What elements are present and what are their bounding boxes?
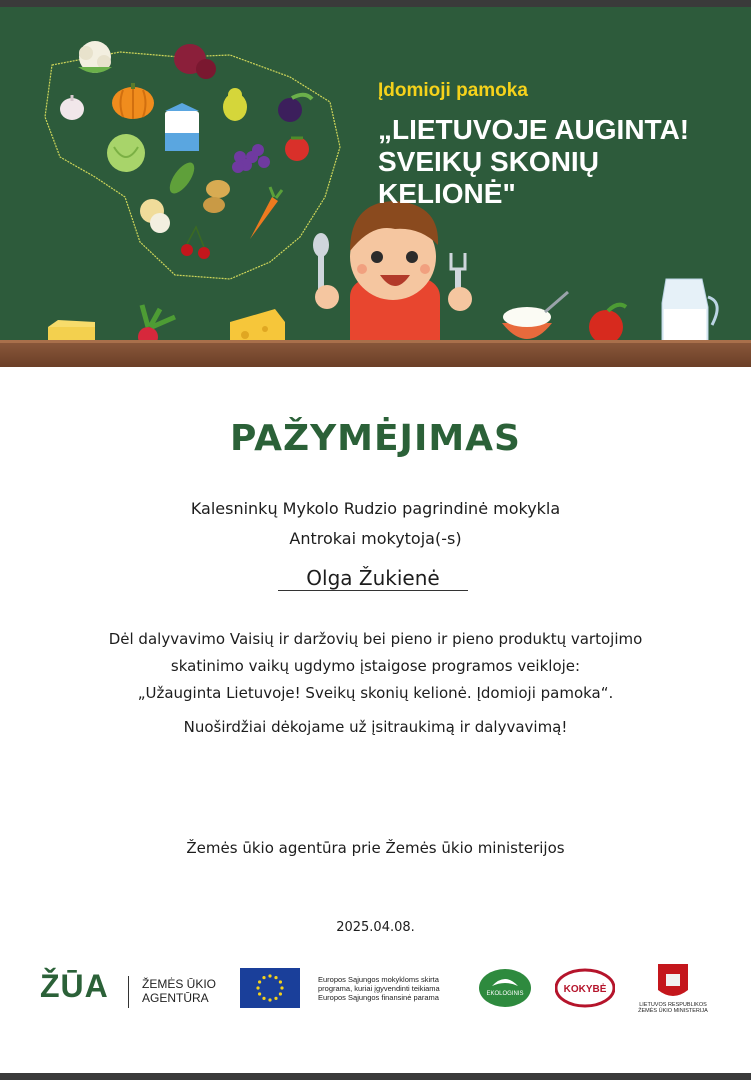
kokybe-logo-icon (555, 968, 615, 1008)
pear-icon (223, 88, 247, 121)
eu-text-line2: programa, kuriai įgyvendinti teikiama (318, 984, 440, 993)
cherries-icon (181, 227, 210, 259)
radish-icon (138, 305, 175, 340)
carrot-icon (250, 187, 282, 239)
participation-paragraph (0, 626, 751, 707)
garlic-icon (60, 95, 84, 120)
apple-icon (589, 305, 626, 340)
school-name: Kalesninkų Mykolo Rudzio pagrindinė mokykla (190, 499, 561, 518)
cabbage-icon (107, 134, 145, 172)
ministry-line2: ŽEMĖS ŪKIO MINISTERIJA (638, 1008, 708, 1014)
pumpkin-icon (112, 83, 154, 119)
grapes-icon (232, 144, 270, 173)
cauliflower-icon (78, 41, 112, 73)
logos-row (0, 960, 751, 1020)
banner-title (378, 114, 738, 210)
issuing-organization: Žemės ūkio agentūra prie Žemės ūkio ministerijos (186, 839, 565, 857)
zua-logo-name (142, 977, 216, 1005)
recipient-name: Olga Žukienė (306, 566, 440, 590)
paragraph-line3: „Užauginta Lietuvoje! Sveikų skonių kelionė. Įdomioji pamoka“. (137, 684, 614, 702)
eu-funding-text (318, 975, 468, 1002)
cheese-icon (230, 309, 285, 340)
eko-label: EKOLOGINIS (486, 991, 524, 997)
beet-icon (174, 44, 216, 79)
cucumber-icon (165, 159, 199, 198)
top-border (0, 0, 751, 7)
shelf-edge (0, 340, 751, 343)
onion-icon (140, 199, 170, 233)
potato-icon (203, 180, 230, 213)
eu-flag-icon (240, 968, 300, 1008)
zua-divider (128, 976, 129, 1008)
recipient-name-field (278, 566, 468, 591)
banner-title-line2: SVEIKŲ SKONIŲ KELIONĖ" (378, 146, 599, 209)
ekologinis-logo-icon (478, 968, 532, 1008)
bottom-border (0, 1073, 751, 1080)
zua-name-line2: AGENTŪRA (142, 991, 209, 1005)
paragraph-line2: skatinimo vaikų ugdymo įstaigose programos veikloje: (170, 657, 581, 675)
recipient-role: Antrokai mokytoja(-s) (289, 529, 462, 548)
milk-carton-icon (165, 103, 199, 151)
zua-logo-mark: ŽŪA (40, 968, 109, 1004)
boy-character-illustration (313, 201, 472, 340)
cottage-cheese-bowl-icon (502, 292, 568, 339)
zua-name-line1: ŽEMĖS ŪKIO (142, 977, 217, 991)
milk-jug-icon (662, 279, 717, 340)
plum-icon (278, 95, 312, 122)
banner-subtitle: Įdomioji pamoka (378, 80, 528, 101)
issue-date: 2025.04.08. (336, 920, 415, 935)
eu-text-line3: Europos Sąjungos finansinė parama (318, 993, 439, 1002)
ministry-name (634, 1002, 712, 1014)
butter-icon (48, 320, 95, 340)
certificate-heading: PAŽYMĖJIMAS (230, 418, 521, 459)
tomato-icon (285, 137, 309, 161)
paragraph-line1: Dėl dalyvavimo Vaisių ir daržovių bei pieno ir pieno produktų vartojimo (108, 630, 643, 648)
wooden-shelf (0, 340, 751, 367)
thanks-text: Nuoširdžiai dėkojame už įsitraukimą ir dalyvavimą! (183, 718, 568, 736)
ministry-line1: LIETUVOS RESPUBLIKOS (639, 1002, 707, 1008)
eu-text-line1: Europos Sąjungos mokykloms skirta (318, 975, 439, 984)
banner-title-line1: „LIETUVOJE AUGINTA! (378, 114, 690, 145)
kokybe-label: KOKYBĖ (563, 984, 607, 995)
